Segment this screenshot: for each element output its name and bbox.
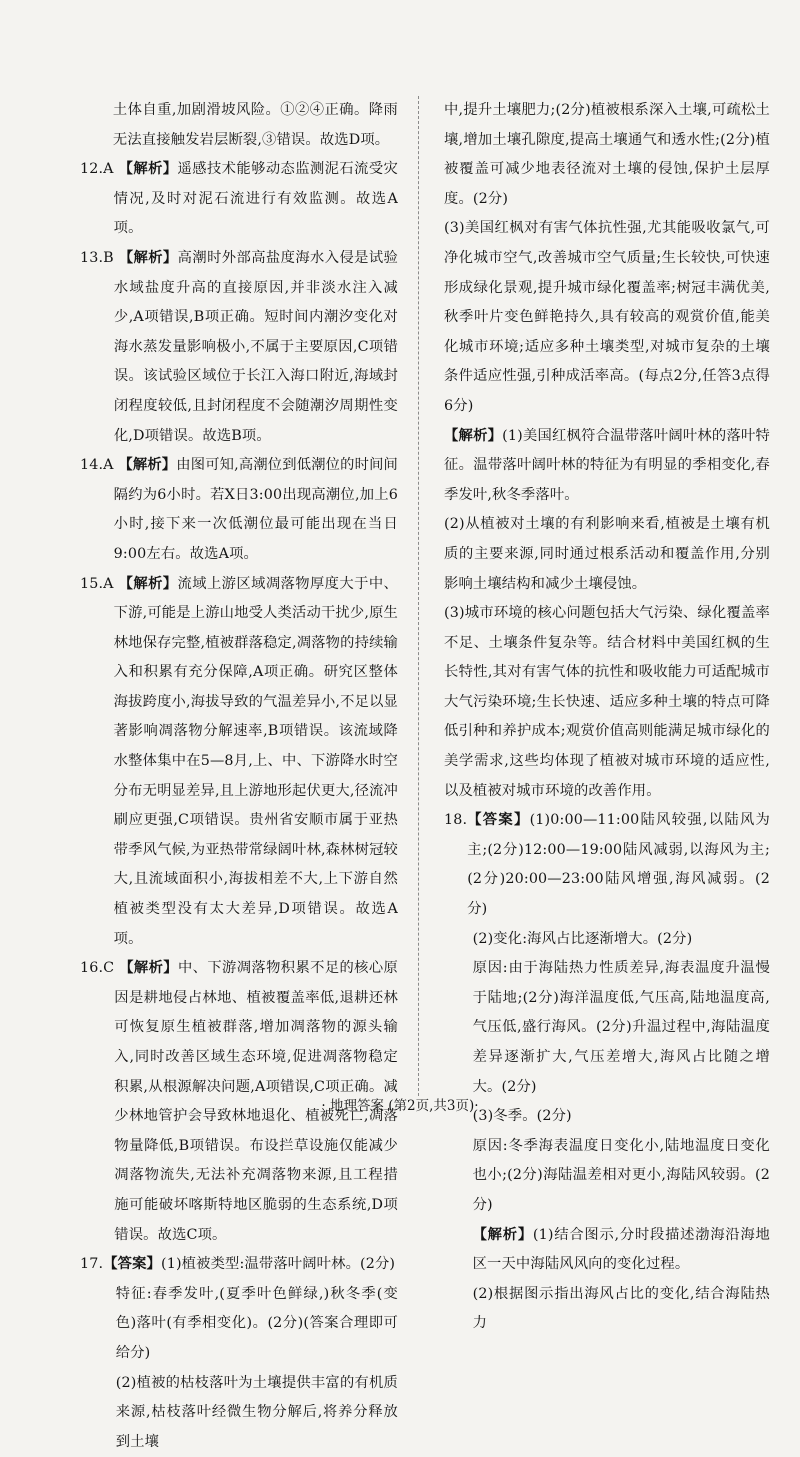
answer-18-part3-reason: 原因:冬季海表温度日变化小,陆地温度日变化也小;(2分)海陆温差相对更小,海陆风较弱。(2分) — [472, 1137, 770, 1213]
analysis-17-part2: (2)从植被对土壤的有利影响来看,植被是土壤有机质的主要来源,同时通过根系活动和覆盖作用,分别影响土壤结构和减少土壤侵蚀。 — [444, 516, 770, 592]
answer-tag: 【答案】 — [467, 812, 530, 829]
item-text: (1)植被类型:温带落叶阔叶林。(2分) — [160, 1256, 396, 1273]
item-number: 13.B — [80, 249, 114, 266]
analysis-tag: 【解析】 — [119, 960, 178, 977]
analysis-tag: 【解析】 — [118, 161, 178, 178]
analysis-tag: 【解析】 — [118, 457, 177, 474]
answer-tag: 【答案】 — [103, 1256, 161, 1273]
analysis-17-heading — [444, 422, 770, 511]
answer-item-17 — [80, 1250, 398, 1280]
answer-18-part2-reason: 原因:由于海陆热力性质差异,海表温度升温慢于陆地;(2分)海洋温度低,气压高,陆地温度高,气压低,盛行海风。(2分)升温过程中,海陆温度差异逐渐扩大,气压差增大,海风占比随之增大。(2分) — [472, 960, 770, 1095]
analysis-18-part2: (2)根据图示指出海风占比的变化,结合海陆热力 — [472, 1285, 770, 1332]
answer-18-part2: (2)变化:海风占比逐渐增大。(2分) — [472, 930, 693, 947]
item-number: 16.C — [80, 960, 115, 977]
answer-item-13 — [80, 244, 398, 451]
page-footer: · 地理答案 (第2页,共3页)· — [321, 1098, 479, 1114]
answer-item-15 — [80, 570, 398, 955]
item-text: 由图可知,高潮位到低潮位的时间间隔约为6小时。若X日3:00出现高潮位,加上6小时,接下来一次低潮位最可能出现在当日9:00左右。故选A项。 — [113, 457, 398, 562]
analysis-18-heading — [444, 1221, 770, 1280]
intro-paragraph: 土体自重,加剧滑坡风险。①②④正确。降雨无法直接触发岩层断裂,③错误。故选D项。 — [112, 102, 398, 148]
item-text: 中、下游凋落物积累不足的核心原因是耕地侵占林地、植被覆盖率低,退耕还林可恢复原生植被群落,增加凋落物的源头输入,同时改善区域生态环境,促进凋落物稳定积累,从根源解决问题,A项错误,C项正确。减少林地管护会导致林地退化、植被死亡,凋落物量降低,B项错误。布设拦草设施仅能减少凋落物流失,无法补充凋落物来源,且工程措施可能破坏喀斯特地区脆弱的生态系统,D项错误。故选C项。 — [114, 960, 398, 1243]
answer-17-part3: (3)美国红枫对有害气体抗性强,尤其能吸收氯气,可净化城市空气,改善城市空气质量;生长较快,可快速形成绿化景观,提升城市绿化覆盖率;树冠丰满优美,秋季叶片变色鲜艳持久,具有较高的观赏价值,能美化城市环境;适应多种土壤类型,对城市复杂的土壤条件适应性强,引种成活率高。(每点2分,任答3点得6分) — [444, 220, 770, 414]
item-number: 14.A — [80, 457, 114, 474]
answer-item-14 — [80, 451, 398, 569]
column-divider — [418, 96, 419, 1096]
answer-17-part2: (2)植被的枯枝落叶为土壤提供丰富的有机质来源,枯枝落叶经微生物分解后,将养分释放到土壤 — [115, 1374, 398, 1450]
item-number: 15.A — [80, 575, 114, 592]
item-number: 17. — [80, 1256, 104, 1273]
analysis-18-part1: (1)结合图示,分时段描述渤海沿海地区一天中海陆风风向的变化过程。 — [472, 1226, 770, 1273]
item-text: 高潮时外部高盐度海水入侵是试验水域盐度升高的直接原因,并非淡水注入减少,A项错误,B项正确。短时间内潮汐变化对海水蒸发量影响极小,不属于主要原因,C项错误。该试验区域位于长江入海口附近,海域封闭程度较低,且封闭程度不会随潮汐周期性变化,D项错误。故选B项。 — [113, 249, 399, 444]
answer-17-part2-continued: 中,提升土壤肥力;(2分)植被根系深入土壤,可疏松土壤,增加土壤孔隙度,提高土壤通气和透水性;(2分)植被覆盖可减少地表径流对土壤的侵蚀,保护土层厚度。(2分) — [444, 102, 770, 207]
item-number: 12.A — [80, 161, 114, 178]
analysis-17-part3: (3)城市环境的核心问题包括大气污染、绿化覆盖率不足、土壤条件复杂等。结合材料中美国红枫的生长特性,其对有害气体的抗性和吸收能力可适配城市大气污染环境;生长快速、适应多种土壤的特点可降低引种和养护成本;观赏价值高则能满足城市绿化的美学需求,这些均体现了植被对城市环境的适应性,以及植被对城市环境的改善作用。 — [444, 605, 770, 799]
analysis-tag: 【解析】 — [118, 575, 178, 592]
item-text: 遥感技术能够动态监测泥石流受灾情况,及时对泥石流进行有效监测。故选A项。 — [113, 161, 398, 237]
answer-18-part3: (3)冬季。(2分) — [472, 1108, 572, 1125]
analysis-tag: 【解析】 — [444, 427, 503, 444]
analysis-tag: 【解析】 — [118, 249, 178, 266]
left-column — [80, 96, 398, 1457]
analysis-17-part1: (1)美国红枫符合温带落叶阔叶林的落叶特征。温带落叶阔叶林的特征为有明显的季相变化,春季发叶,秋冬季落叶。 — [444, 427, 770, 503]
answer-item-18 — [444, 806, 770, 924]
item-text: (1)0:00—11:00陆风较强,以陆风为主;(2分)12:00—19:00陆风减弱,以海风为主;(2分)20:00—23:00陆风增强,海风减弱。(2分) — [467, 812, 770, 918]
analysis-tag: 【解析】 — [472, 1226, 533, 1243]
item-number: 18. — [444, 812, 468, 829]
item-text: 流域上游区域凋落物厚度大于中、下游,可能是上游山地受人类活动干扰少,原生林地保存完整,植被群落稳定,凋落物的持续输入和积累有充分保障,A项正确。研究区整体海拔跨度小,海拔导致的气温差异小,不足以显著影响凋落物分解速率,B项错误。该流域降水整体集中在5—8月,上、中、下游降水时空分布无明显差异,且上游地形起伏更大,径流冲刷应更强,C项错误。贵州省安顺市属于亚热带季风气候,为亚热带常绿阔叶林,森林树冠较大,且流域面积小,海拔相差不大,上下游自然植被类型没有太大差异,D项错误。故选A项。 — [113, 575, 398, 947]
answer-item-12 — [80, 155, 398, 244]
answer-17-feature: 特征:春季发叶,(夏季叶色鲜绿,)秋冬季(变色)落叶(有季相变化)。(2分)(答案合理即可给分) — [115, 1285, 398, 1361]
right-column — [444, 96, 770, 1339]
